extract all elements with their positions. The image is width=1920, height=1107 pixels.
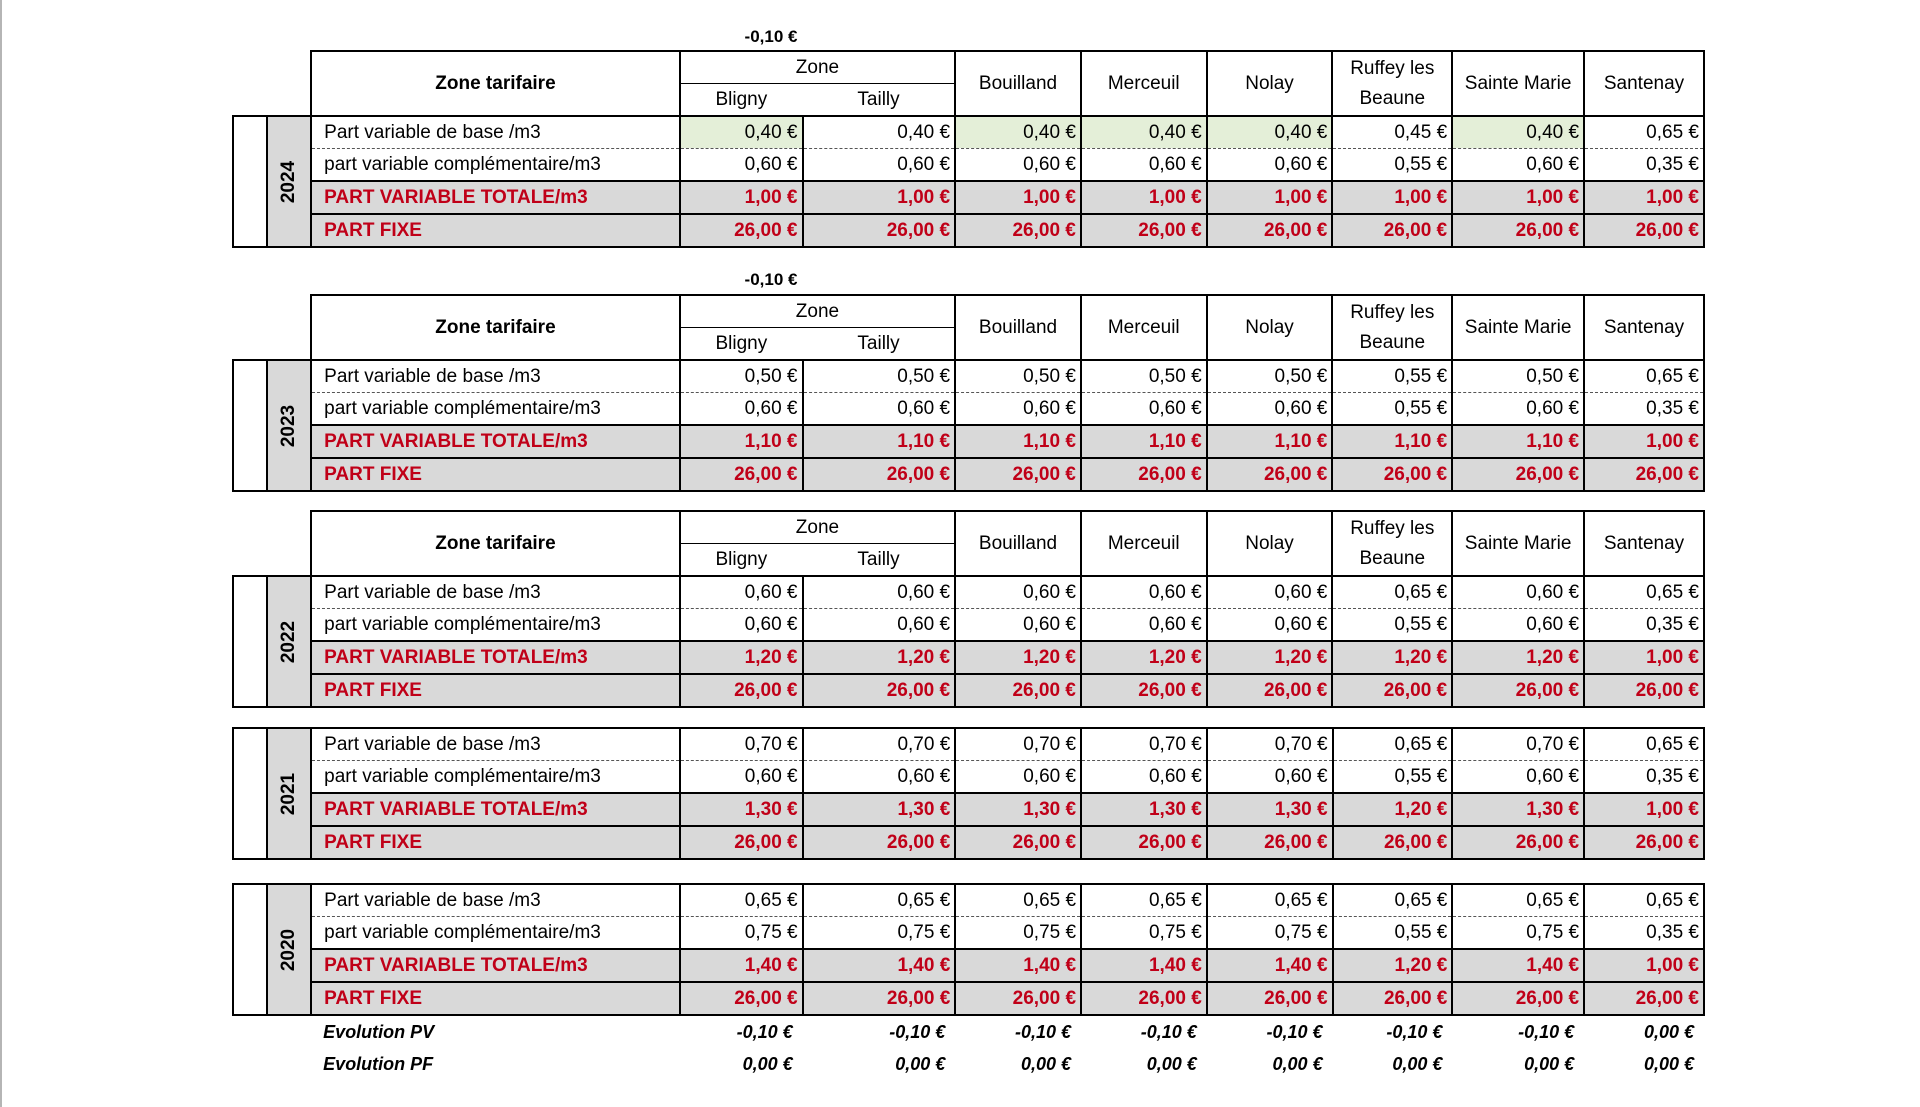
evolution-value: 0,00 € [742,1053,793,1074]
year-label [267,576,311,707]
value-cell: 0,70 € [680,728,803,761]
year-text: 2023 [278,404,300,447]
value-cell: 1,00 € [1584,181,1704,214]
row-label-fixe: PART FIXE [311,982,680,1015]
value-cell: 0,60 € [803,149,956,182]
evolution-value: -0,10 € [1015,1021,1072,1042]
col-header-tailly: Tailly [803,84,956,117]
year-block [232,883,1705,1080]
row-base [233,360,1704,393]
row-total [233,425,1704,458]
value-cell: 0,70 € [1207,728,1333,761]
value-cell: 0,75 € [1452,917,1584,950]
value-cell: 0,75 € [1207,917,1333,950]
tariff-table [232,883,1705,1080]
value-cell: 0,50 € [680,360,803,393]
row-total [233,641,1704,674]
value-cell: 26,00 € [680,214,803,247]
value-cell: 0,65 € [1584,884,1704,917]
value-cell: 0,65 € [1333,884,1453,917]
value-cell: 0,65 € [1207,884,1333,917]
value-cell: 1,00 € [955,181,1081,214]
value-cell: 26,00 € [1332,458,1452,491]
value-cell: 0,60 € [955,393,1081,426]
value-cell: 26,00 € [1452,826,1584,859]
value-cell: 0,60 € [955,761,1081,794]
blank-cell [233,1015,267,1048]
value-cell: 26,00 € [1452,214,1584,247]
value-cell: 1,30 € [680,793,803,826]
value-cell: 0,60 € [955,149,1081,182]
row-total [233,949,1704,982]
col-header-nolay: Nolay [1207,51,1333,116]
value-cell: 0,40 € [803,116,956,149]
value-cell: 0,35 € [1584,393,1704,426]
value-cell: 0,55 € [1332,360,1452,393]
value-cell: 0,40 € [1081,116,1207,149]
value-cell: 26,00 € [1332,674,1452,707]
row-comp [233,609,1704,642]
year-text: 2022 [278,620,300,663]
row-label-base: Part variable de base /m3 [311,728,680,761]
value-cell: 26,00 € [680,458,803,491]
value-cell: 1,00 € [1081,181,1207,214]
zone-tarifaire-header: Zone tarifaire [311,295,680,360]
col-header-santenay: Santenay [1584,295,1704,360]
value-cell: 0,65 € [1584,728,1704,761]
value-cell: 0,75 € [955,917,1081,950]
value-cell: 26,00 € [680,674,803,707]
value-cell: 26,00 € [1584,826,1704,859]
evolution-value: 0,00 € [1272,1053,1323,1074]
year-side-cell [233,728,267,859]
value-cell: 1,30 € [1207,793,1333,826]
value-cell: 26,00 € [803,826,956,859]
evolution-value: -0,10 € [736,1021,793,1042]
value-cell: 26,00 € [1332,214,1452,247]
value-cell: 1,10 € [680,425,803,458]
year-block [232,727,1705,860]
blank-cell [233,51,267,84]
row-label-base: Part variable de base /m3 [311,360,680,393]
value-cell: 0,35 € [1584,761,1704,794]
blank-cell [233,295,267,328]
value-cell: 26,00 € [803,982,956,1015]
value-cell: 26,00 € [1081,674,1207,707]
value-cell: 0,60 € [1452,761,1584,794]
row-label-comp: part variable complémentaire/m3 [311,917,680,950]
value-cell: 26,00 € [1207,674,1333,707]
col-header-bouilland: Bouilland [955,51,1081,116]
year-label [267,728,311,859]
value-cell: 1,10 € [1207,425,1333,458]
value-cell: 26,00 € [1081,214,1207,247]
tariff-table [232,510,1705,708]
value-cell: 0,65 € [1333,728,1453,761]
row-label-comp: part variable complémentaire/m3 [311,609,680,642]
value-cell: 0,70 € [955,728,1081,761]
evolution-value: 0,00 € [1524,1053,1575,1074]
value-cell: 26,00 € [1081,826,1207,859]
row-label-total: PART VARIABLE TOTALE/m3 [311,793,680,826]
evolution-label: Evolution PV [323,1021,435,1042]
value-cell: 0,60 € [680,149,803,182]
value-cell: 0,65 € [1584,360,1704,393]
blank-cell [267,511,311,544]
year-text: 2024 [278,160,300,203]
row-base [233,728,1704,761]
value-cell: 0,60 € [680,609,803,642]
col-header-santenay: Santenay [1584,51,1704,116]
value-cell: 1,40 € [803,949,956,982]
row-evolution-pf [233,1048,1704,1080]
row-label-fixe: PART FIXE [311,214,680,247]
year-label [267,884,311,1015]
value-cell: 1,30 € [1081,793,1207,826]
row-label-total: PART VARIABLE TOTALE/m3 [311,949,680,982]
row-label-total: PART VARIABLE TOTALE/m3 [311,181,680,214]
year-side-cell [233,576,267,707]
row-evolution-pv [233,1015,1704,1048]
value-cell: 26,00 € [1207,458,1333,491]
value-cell: 1,00 € [680,181,803,214]
row-comp [233,393,1704,426]
page-left-edge [0,0,2,1107]
blank-cell [267,544,311,577]
value-cell: 0,60 € [955,609,1081,642]
value-cell: 1,00 € [1452,181,1584,214]
row-label-fixe: PART FIXE [311,674,680,707]
note-2024: -0,10 € [744,27,798,46]
col-header-merceuil: Merceuil [1081,51,1207,116]
value-cell: 0,60 € [680,761,803,794]
value-cell: 0,60 € [1081,393,1207,426]
value-cell: 26,00 € [803,674,956,707]
col-header-bouilland: Bouilland [955,511,1081,576]
value-cell: 1,20 € [1333,949,1453,982]
year-block [232,50,1705,248]
value-cell: 0,70 € [803,728,956,761]
blank-cell [267,328,311,361]
value-cell: 0,50 € [1452,360,1584,393]
value-cell: 1,20 € [1333,793,1453,826]
value-cell: 1,00 € [803,181,956,214]
value-cell: 0,40 € [955,116,1081,149]
value-cell: 26,00 € [1584,214,1704,247]
row-label-comp: part variable complémentaire/m3 [311,761,680,794]
value-cell: 26,00 € [803,458,956,491]
col-header-tailly: Tailly [803,544,956,577]
year-block [232,294,1705,492]
evolution-value: 0,00 € [1392,1053,1443,1074]
value-cell: 0,55 € [1333,917,1453,950]
value-cell: 0,75 € [803,917,956,950]
row-fixe [233,982,1704,1015]
zone-group-header: Zone [680,51,955,84]
blank-cell [267,51,311,84]
value-cell: 1,20 € [1452,641,1584,674]
value-cell: 26,00 € [680,982,803,1015]
evolution-label: Evolution PF [323,1053,434,1074]
col-header-sainte-marie: Sainte Marie [1452,51,1584,116]
value-cell: 0,60 € [1081,761,1207,794]
year-side-cell [233,116,267,247]
evolution-value: 0,00 € [895,1053,946,1074]
value-cell: 1,00 € [1584,425,1704,458]
row-comp [233,149,1704,182]
zone-group-header: Zone [680,295,955,328]
value-cell: 0,60 € [1207,609,1333,642]
value-cell: 26,00 € [1333,826,1453,859]
row-fixe [233,214,1704,247]
value-cell: 26,00 € [1207,826,1333,859]
value-cell: 0,40 € [680,116,803,149]
value-cell: 0,50 € [1081,360,1207,393]
row-label-fixe: PART FIXE [311,458,680,491]
value-cell: 0,70 € [1081,728,1207,761]
value-cell: 0,70 € [1452,728,1584,761]
year-side-cell [233,360,267,491]
value-cell: 0,60 € [680,393,803,426]
row-base [233,884,1704,917]
zone-tarifaire-header: Zone tarifaire [311,511,680,576]
year-block [232,510,1705,708]
evolution-value: -0,10 € [889,1021,946,1042]
value-cell: 1,20 € [955,641,1081,674]
col-header-merceuil: Merceuil [1081,511,1207,576]
blank-cell [267,1048,311,1080]
value-cell: 1,40 € [1207,949,1333,982]
evolution-value: -0,10 € [1266,1021,1323,1042]
col-header-bligny: Bligny [680,544,803,577]
note-2023: -0,10 € [744,270,798,289]
year-text: 2020 [278,928,300,971]
value-cell: 0,60 € [1452,149,1584,182]
row-label-total: PART VARIABLE TOTALE/m3 [311,425,680,458]
blank-cell [233,84,267,117]
value-cell: 26,00 € [1081,458,1207,491]
row-total [233,181,1704,214]
value-cell: 0,65 € [680,884,803,917]
col-header-bouilland: Bouilland [955,295,1081,360]
tariff-table [232,727,1705,860]
value-cell: 1,10 € [803,425,956,458]
row-base [233,576,1704,609]
value-cell: 0,60 € [1207,761,1333,794]
col-header-ruffey: Ruffey les Beaune [1332,511,1452,576]
value-cell: 1,40 € [680,949,803,982]
value-cell: 0,55 € [1333,761,1453,794]
value-cell: 0,50 € [803,360,956,393]
value-cell: 26,00 € [1452,458,1584,491]
value-cell: 0,60 € [803,609,956,642]
blank-cell [267,84,311,117]
tariff-table [232,294,1705,492]
value-cell: 26,00 € [803,214,956,247]
value-cell: 1,40 € [1452,949,1584,982]
value-cell: 1,00 € [1207,181,1333,214]
value-cell: 1,20 € [1332,641,1452,674]
value-cell: 1,30 € [955,793,1081,826]
value-cell: 1,00 € [1584,793,1704,826]
col-header-sainte-marie: Sainte Marie [1452,295,1584,360]
value-cell: 26,00 € [955,214,1081,247]
value-cell: 1,40 € [955,949,1081,982]
blank-cell [267,295,311,328]
value-cell: 0,60 € [680,576,803,609]
row-fixe [233,826,1704,859]
value-cell: 0,60 € [955,576,1081,609]
value-cell: 0,35 € [1584,609,1704,642]
value-cell: 0,60 € [1452,393,1584,426]
blank-cell [233,511,267,544]
evolution-value: -0,10 € [1518,1021,1575,1042]
tariff-table [232,50,1705,248]
value-cell: 0,60 € [803,761,956,794]
col-header-nolay: Nolay [1207,511,1333,576]
col-header-ruffey: Ruffey les Beaune [1332,295,1452,360]
year-label [267,360,311,491]
value-cell: 0,65 € [1452,884,1584,917]
evolution-value: 0,00 € [1146,1053,1197,1074]
value-cell: 26,00 € [955,826,1081,859]
evolution-value: 0,00 € [1643,1053,1694,1074]
row-comp [233,761,1704,794]
col-header-merceuil: Merceuil [1081,295,1207,360]
value-cell: 0,50 € [955,360,1081,393]
row-label-fixe: PART FIXE [311,826,680,859]
row-fixe [233,458,1704,491]
col-header-ruffey: Ruffey les Beaune [1332,51,1452,116]
value-cell: 1,20 € [1081,641,1207,674]
value-cell: 26,00 € [955,982,1081,1015]
row-total [233,793,1704,826]
value-cell: 1,00 € [1584,641,1704,674]
year-text: 2021 [278,772,300,815]
value-cell: 1,30 € [803,793,956,826]
year-label [267,116,311,247]
value-cell: 1,10 € [1452,425,1584,458]
col-header-nolay: Nolay [1207,295,1333,360]
value-cell: 0,60 € [1207,576,1333,609]
value-cell: 0,65 € [1584,116,1704,149]
row-fixe [233,674,1704,707]
blank-cell [233,328,267,361]
value-cell: 0,45 € [1332,116,1452,149]
row-label-comp: part variable complémentaire/m3 [311,149,680,182]
col-header-bligny: Bligny [680,328,803,361]
evolution-value: 0,00 € [1643,1021,1694,1042]
value-cell: 26,00 € [1207,214,1333,247]
value-cell: 1,20 € [803,641,956,674]
value-cell: 1,10 € [1332,425,1452,458]
value-cell: 0,60 € [803,576,956,609]
row-base [233,116,1704,149]
evolution-value: -0,10 € [1140,1021,1197,1042]
value-cell: 26,00 € [680,826,803,859]
value-cell: 1,20 € [680,641,803,674]
col-header-sainte-marie: Sainte Marie [1452,511,1584,576]
value-cell: 0,60 € [1081,576,1207,609]
value-cell: 0,65 € [1584,576,1704,609]
row-label-base: Part variable de base /m3 [311,116,680,149]
value-cell: 26,00 € [1333,982,1453,1015]
blank-cell [233,544,267,577]
value-cell: 0,60 € [1207,393,1333,426]
col-header-santenay: Santenay [1584,511,1704,576]
value-cell: 0,60 € [1081,609,1207,642]
value-cell: 0,40 € [1452,116,1584,149]
value-cell: 0,75 € [1081,917,1207,950]
value-cell: 0,60 € [1081,149,1207,182]
value-cell: 0,60 € [803,393,956,426]
value-cell: 0,50 € [1207,360,1333,393]
value-cell: 0,60 € [1452,576,1584,609]
row-label-base: Part variable de base /m3 [311,576,680,609]
row-comp [233,917,1704,950]
value-cell: 26,00 € [1207,982,1333,1015]
value-cell: 0,40 € [1207,116,1333,149]
evolution-value: 0,00 € [1021,1053,1072,1074]
value-cell: 0,60 € [1452,609,1584,642]
row-label-comp: part variable complémentaire/m3 [311,393,680,426]
value-cell: 0,35 € [1584,149,1704,182]
year-side-cell [233,884,267,1015]
value-cell: 1,00 € [1332,181,1452,214]
value-cell: 1,30 € [1452,793,1584,826]
value-cell: 0,65 € [1332,576,1452,609]
value-cell: 26,00 € [1584,982,1704,1015]
value-cell: 26,00 € [1584,458,1704,491]
value-cell: 0,55 € [1332,393,1452,426]
blank-cell [233,1048,267,1080]
value-cell: 26,00 € [1452,674,1584,707]
value-cell: 1,40 € [1081,949,1207,982]
zone-group-header: Zone [680,511,955,544]
value-cell: 0,75 € [680,917,803,950]
value-cell: 0,65 € [955,884,1081,917]
value-cell: 26,00 € [1584,674,1704,707]
blank-cell [267,1015,311,1048]
value-cell: 0,65 € [803,884,956,917]
col-header-tailly: Tailly [803,328,956,361]
row-label-total: PART VARIABLE TOTALE/m3 [311,641,680,674]
col-header-bligny: Bligny [680,84,803,117]
value-cell: 26,00 € [1452,982,1584,1015]
value-cell: 26,00 € [1081,982,1207,1015]
evolution-value: -0,10 € [1386,1021,1443,1042]
value-cell: 0,55 € [1332,609,1452,642]
value-cell: 0,65 € [1081,884,1207,917]
value-cell: 1,20 € [1207,641,1333,674]
value-cell: 1,10 € [955,425,1081,458]
row-label-base: Part variable de base /m3 [311,884,680,917]
value-cell: 1,10 € [1081,425,1207,458]
value-cell: 0,60 € [1207,149,1333,182]
value-cell: 0,55 € [1332,149,1452,182]
zone-tarifaire-header: Zone tarifaire [311,51,680,116]
value-cell: 26,00 € [955,674,1081,707]
value-cell: 26,00 € [955,458,1081,491]
value-cell: 1,00 € [1584,949,1704,982]
value-cell: 0,35 € [1584,917,1704,950]
